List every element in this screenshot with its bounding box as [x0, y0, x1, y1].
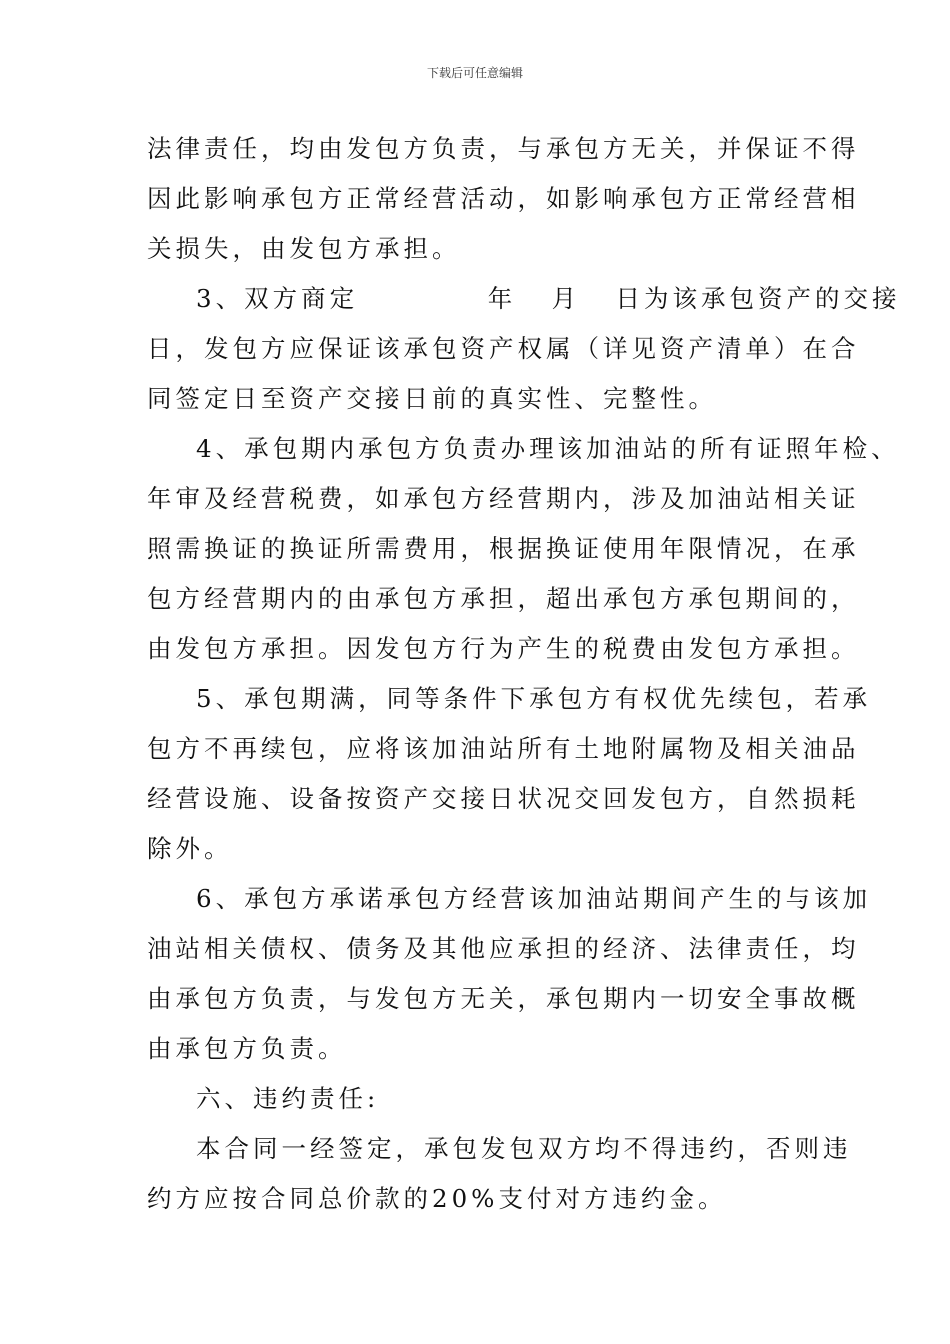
paragraph-clause-4 — [147, 424, 900, 674]
text-line: 日，发包方应保证该承包资产权属（详见资产清单）在合 — [147, 334, 860, 363]
text-line: 关损失，由发包方承担。 — [147, 234, 461, 263]
text-line: 由承包方负责。 — [147, 1034, 347, 1063]
paragraph-continuation — [147, 124, 860, 274]
page-header: 下载后可任意编辑 — [426, 66, 523, 80]
text-line: 5、承包期满，同等条件下承包方有权优先续包，若承 — [196, 684, 872, 713]
document-body — [147, 124, 901, 1224]
paragraph-clause-5 — [147, 674, 872, 874]
section-heading-breach — [147, 1074, 827, 1124]
text-line: 六、违约责任: — [196, 1084, 380, 1113]
text-line: 同签定日至资产交接日前的真实性、完整性。 — [147, 384, 717, 413]
text-line: 除外。 — [147, 834, 233, 863]
text-line: 油站相关债权、债务及其他应承担的经济、法律责任，均 — [147, 934, 860, 963]
text-line: 由发包方承担。因发包方行为产生的税费由发包方承担。 — [147, 634, 860, 663]
text-line: 由承包方负责，与发包方无关，承包期内一切安全事故概 — [147, 984, 860, 1013]
paragraph-clause-3 — [147, 274, 901, 424]
paragraph-clause-6 — [147, 874, 872, 1074]
text-line: 经营设施、设备按资产交接日状况交回发包方，自然损耗 — [147, 784, 860, 813]
text-line: 4、承包期内承包方负责办理该加油站的所有证照年检、 — [196, 434, 900, 463]
text-line: 照需换证的换证所需费用，根据换证使用年限情况，在承 — [147, 534, 860, 563]
text-line: 约方应按合同总价款的20%支付对方违约金。 — [147, 1184, 727, 1213]
text-line: 3、双方商定 年 月 日为该承包资产的交接 — [196, 284, 901, 313]
text-line: 法律责任，均由发包方负责，与承包方无关，并保证不得 — [147, 134, 860, 163]
text-line: 年审及经营税费，如承包方经营期内，涉及加油站相关证 — [147, 484, 860, 513]
text-line: 因此影响承包方正常经营活动，如影响承包方正常经营相 — [147, 184, 860, 213]
text-line: 包方不再续包，应将该加油站所有土地附属物及相关油品 — [147, 734, 860, 763]
paragraph-breach-terms — [147, 1124, 852, 1224]
text-line: 本合同一经签定，承包发包双方均不得违约，否则违 — [196, 1134, 852, 1163]
text-line: 6、承包方承诺承包方经营该加油站期间产生的与该加 — [196, 884, 872, 913]
text-line: 包方经营期内的由承包方承担，超出承包方承包期间的， — [147, 584, 860, 613]
